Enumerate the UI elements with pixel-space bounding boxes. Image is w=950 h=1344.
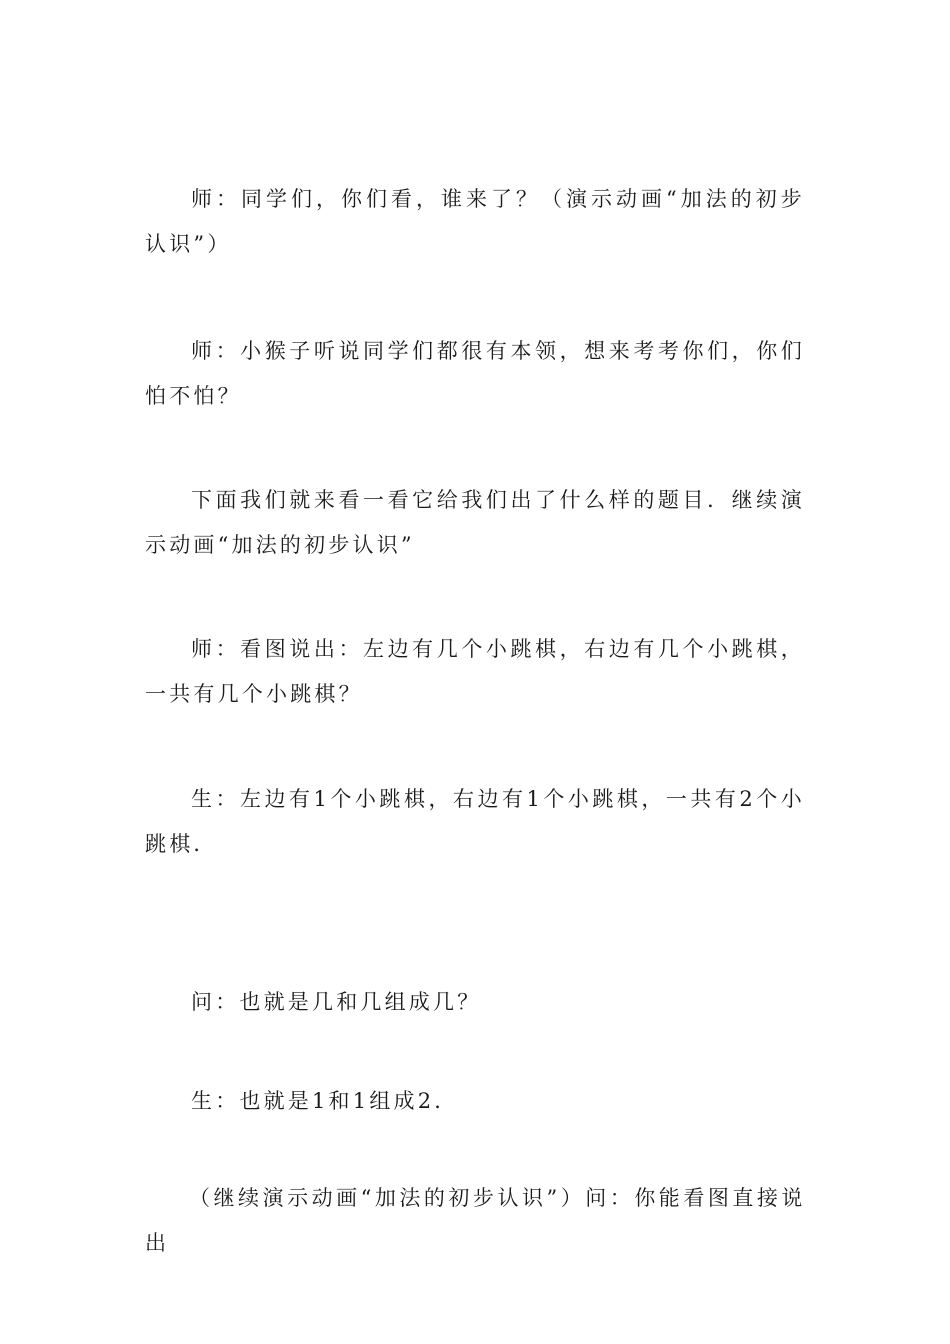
paragraph-4: 师：看图说出：左边有几个小跳棋，右边有几个小跳棋，一共有几个小跳棋？ (145, 637, 805, 706)
paragraph-1: 师：同学们，你们看，谁来了？（演示动画“加法的初步认识”） (145, 187, 805, 256)
paragraph-6: 问：也就是几和几组成几？ (191, 990, 482, 1014)
paragraph-8: （继续演示动画“加法的初步认识”）问：你能看图直接说出 (145, 1186, 805, 1255)
paragraph-7: 生：也就是1和1组成2． (191, 1089, 459, 1113)
paragraph-3: 下面我们就来看一看它给我们出了什么样的题目．继续演示动画“加法的初步认识” (145, 488, 805, 557)
paragraph-2: 师：小猴子听说同学们都很有本领，想来考考你们，你们怕不怕？ (145, 339, 805, 408)
paragraph-5: 生：左边有1个小跳棋，右边有1个小跳棋，一共有2个小跳棋． (145, 787, 805, 856)
